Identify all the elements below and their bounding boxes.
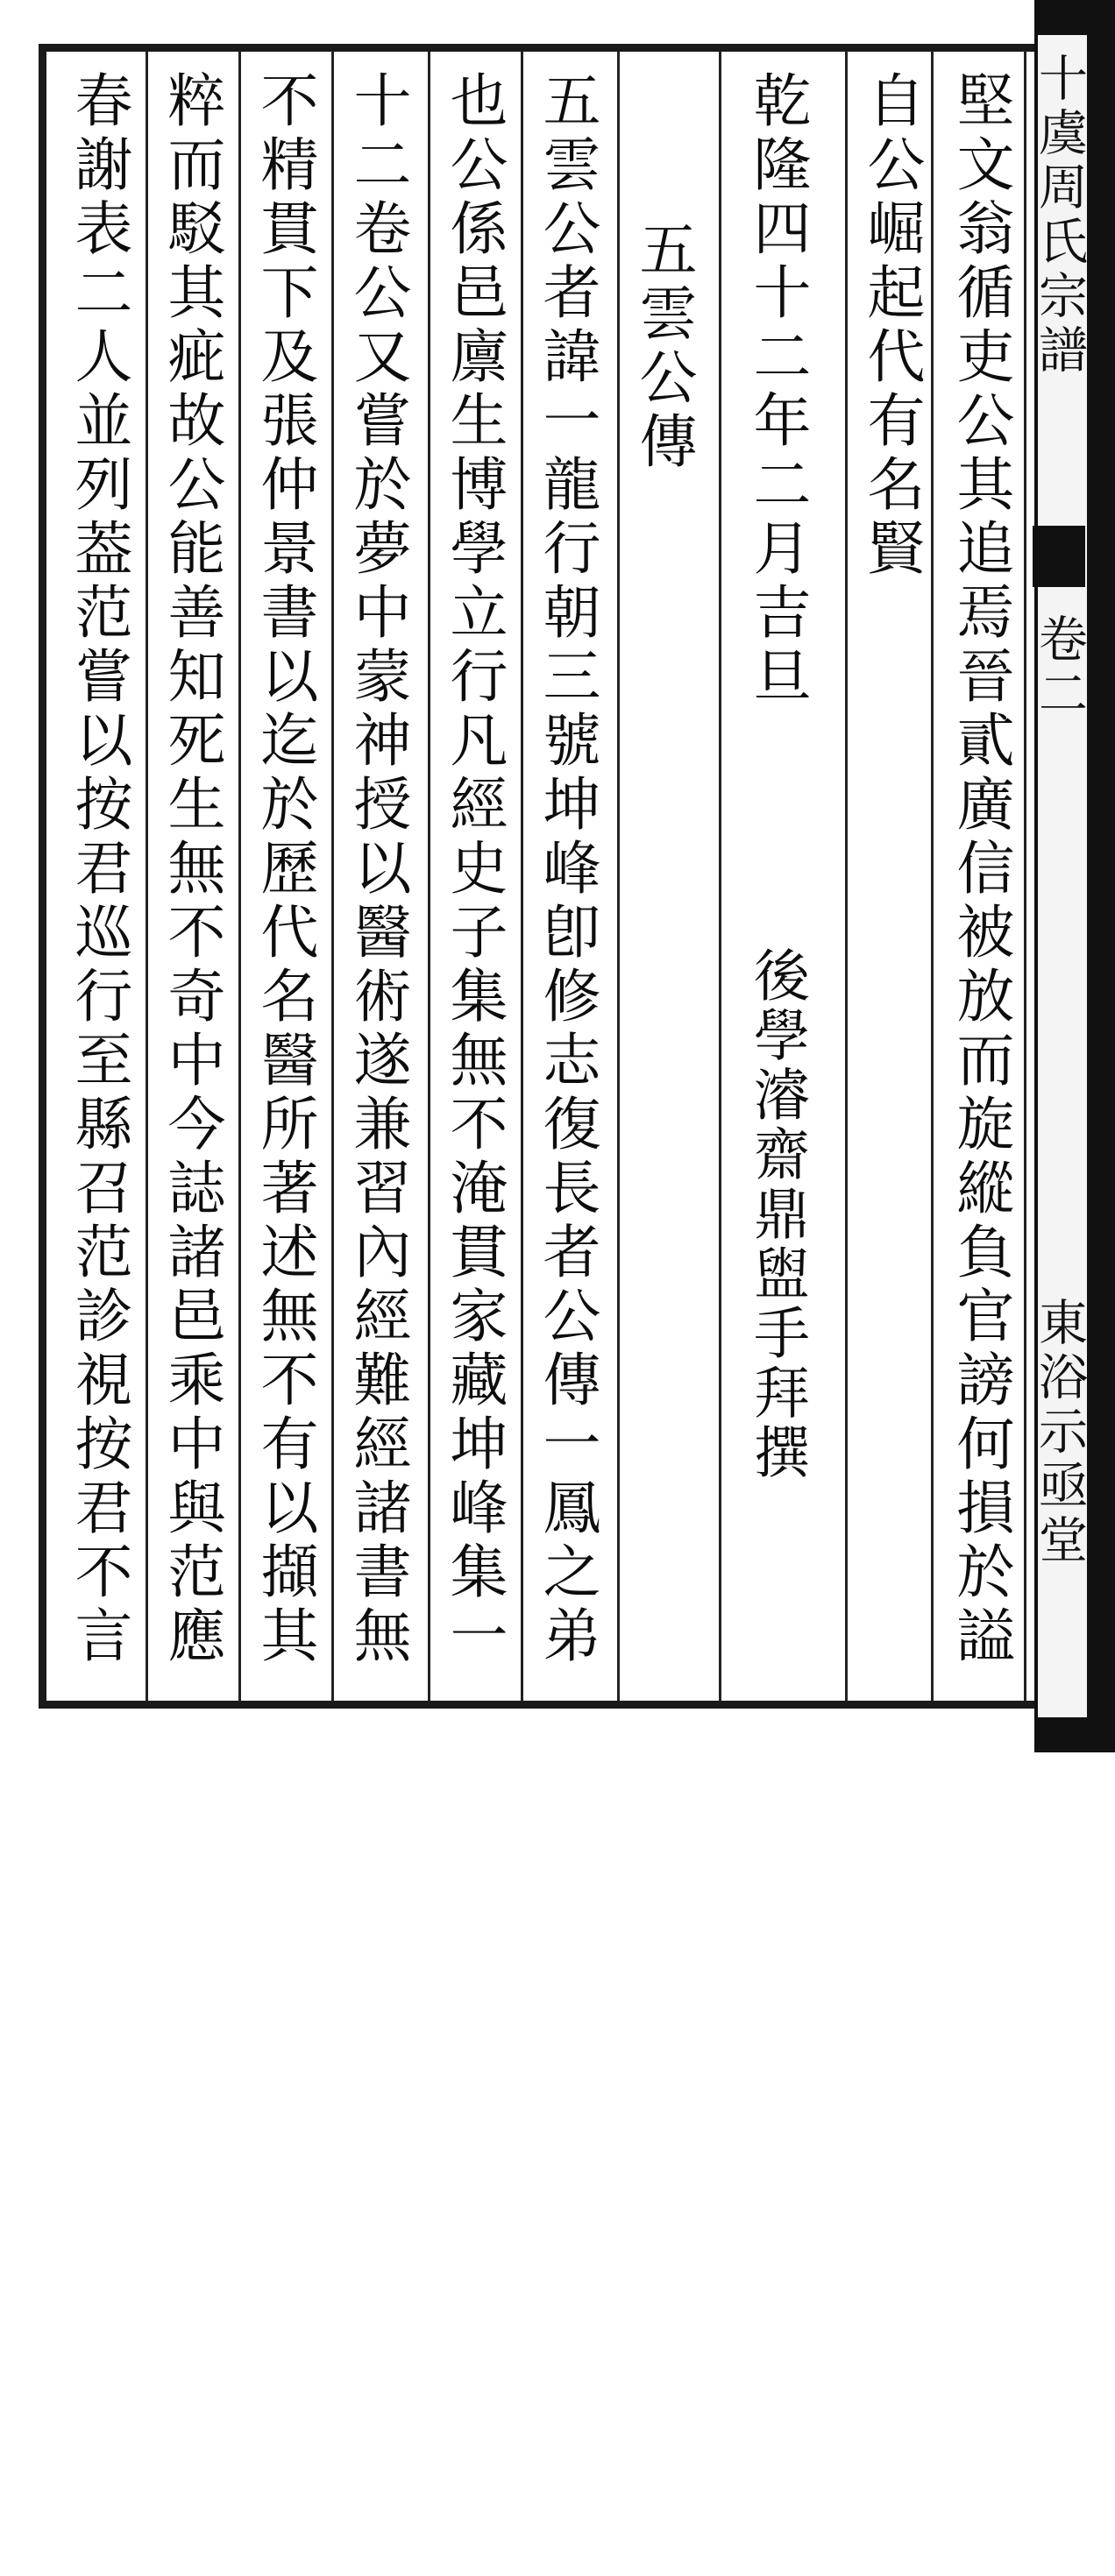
margin-volume: 卷二 <box>1031 613 1088 722</box>
margin-bottom-label: 東浴示亟堂 <box>1031 1297 1088 1568</box>
column-rule <box>428 51 430 1702</box>
author-signature: 後學濬齋鼎盥手拜撰 <box>744 946 809 1483</box>
column-rule <box>845 51 848 1702</box>
text-column: 十二卷公又嘗於夢中蒙神授以醫術遂兼習內經難經諸書無 <box>344 70 411 1669</box>
text-column: 自公崛起代有名賢 <box>857 70 925 582</box>
text-column: 不精貫下及張仲景書以迄於歷代名醫所著述無不有以擷其 <box>251 70 318 1669</box>
text-column: 堅文翁循吏公其追焉晉貳廣信被放而旋縱負官謗何損於謚 <box>947 70 1014 1669</box>
section-title: 五雲公傳 <box>629 219 697 475</box>
column-rule <box>521 51 523 1702</box>
column-rule <box>719 51 721 1702</box>
margin-book-title: 十虞周氏宗譜 <box>1031 53 1088 379</box>
text-column: 粹而駁其疵故公能善知死生無不奇中今誌諸邑乘中與范應 <box>158 70 225 1669</box>
date-column: 乾隆四十二年二月吉旦 <box>743 70 811 710</box>
text-column: 五雲公者諱一龍行朝三號坤峰卽修志復長者公傳一鳳之弟 <box>533 70 600 1669</box>
column-rule <box>617 51 620 1702</box>
column-rule <box>931 51 934 1702</box>
column-rule <box>331 51 334 1702</box>
column-rule <box>146 51 148 1702</box>
text-column: 也公係邑廪生博學立行凡經史子集無不淹貫家藏坤峰集一 <box>440 70 508 1669</box>
fish-tail-mark <box>1033 526 1085 587</box>
column-rule <box>238 51 241 1702</box>
text-column: 春謝表二人並列葢范嘗以按君巡行至縣召范診視按君不言 <box>65 70 132 1669</box>
